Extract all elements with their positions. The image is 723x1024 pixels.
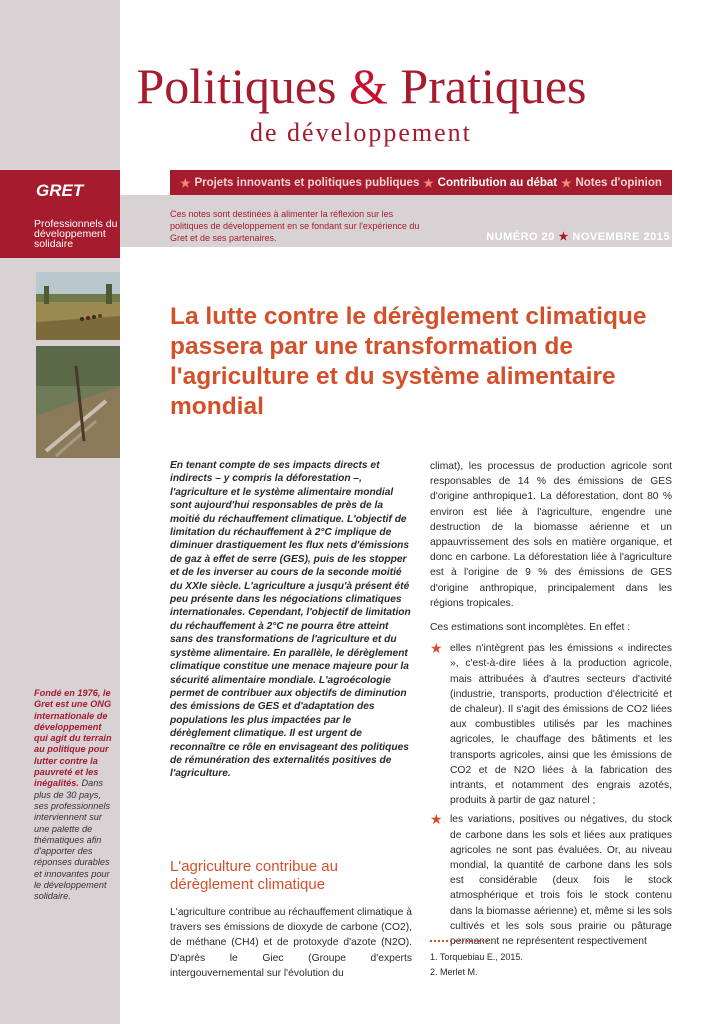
gret-description-detail: Dans plus de 30 pays, ses professionnels interviennent sur une palette de thématiques afin d'apporter des réponses durables et innovantes pour le développement solidaire. [34, 778, 111, 902]
gret-description-intro: Fondé en 1976, le Gret est une ONG internationale de développement qui agit du terrain au politique pour lutter contre la pauvreté et les inégalités. [34, 688, 112, 789]
issue-number: NUMÉRO 20 [486, 231, 555, 243]
title-ampersand: & [349, 58, 388, 114]
right-column [430, 459, 672, 953]
list-item-text: elles n'intègrent pas les émissions « indirectes », c'est-à-dire liées à la production agricole, mais attribuées à d'autres secteurs d'activité (industrie, transports, production d'électricité et de chaleur). Il s'agit des émissions de CO2 liées aux combustibles utilisés par les machines agricoles, le chauffage des bâtiments et les transports agricoles, ainsi que les émissions de CO2 et de N2O liées à la fabrication des intrants, et notamment des engrais azotés, produits à partir de gaz naturel ; [450, 643, 672, 807]
body-left-column: L'agriculture contribue au réchauffement climatique à travers ses émissions de dioxyde de carbone (CO2), de méthane (CH4) et de protoxyde d'azote (N2O). D'après le Giec (Groupe d'experts intergouvernemental sur l'évolution du [170, 907, 412, 979]
star-icon: ★ [423, 177, 434, 190]
star-icon: ★ [558, 231, 569, 243]
body-paragraph: climat), les processus de production agricole sont responsables de 14 % des émissions de GES d'origine anthropique1. La déforestation, dont 80 % environ est liée à l'agriculture, engendre une destruction de la biomasse aérienne et un appauvrissement des sols en matière organique, et donc en carbone. La déforestation liée à l'agriculture est à l'origine de 9 % des émissions de GES d'origine anthropique, principalement dans les régions tropicales. [430, 461, 672, 609]
footnotes [430, 950, 672, 980]
issue-info [486, 230, 670, 243]
gret-logo-text: GRET [36, 181, 84, 200]
series-item-projets: Projets innovants et politiques publiques [194, 176, 420, 189]
star-icon: ★ [561, 177, 572, 190]
series-nav [170, 170, 672, 195]
issue-date: NOVEMBRE 2015 [572, 231, 670, 243]
gret-logo-mark [36, 180, 108, 200]
gret-logo [36, 180, 108, 200]
article-headline: La lutte contre le dérèglement climatique passera par une transformation de l'agriculture et du système alimentaire mondial [170, 303, 647, 420]
landscape-photo [36, 272, 120, 340]
gret-description [34, 688, 116, 903]
footnote: 2. Merlet M. [430, 967, 478, 977]
list-item-text: les variations, positives ou négatives, du stock de carbone dans les sols et liées aux pratiques agricoles ne sont pas évaluées. Or, au niveau mondial, la quantité de carbone dans les sols est considérable (deux fois le stock atmosphérique et trois fois le stock contenu dans la biomasse aérienne) et, même si les sols cultivés et les sols sous prairie ou pâturage permanent ne représentent respectivement [450, 814, 672, 948]
star-icon: ★ [180, 177, 191, 190]
list-item [430, 641, 672, 808]
deforestation-photo [36, 346, 120, 458]
body-paragraph: Ces estimations sont incomplètes. En effet : [430, 622, 631, 634]
bullet-list [430, 641, 672, 949]
publication-title [0, 60, 723, 112]
footnote: 1. Torquebiau E., 2015. [430, 952, 523, 962]
series-item-notes: Notes d'opinion [575, 176, 662, 189]
series-item-contribution: Contribution au débat [437, 176, 558, 189]
title-part1: Politiques [136, 58, 350, 114]
title-part2: Pratiques [387, 58, 587, 114]
star-bullet-icon: ★ [430, 811, 443, 828]
intro-note: Ces notes sont destinées à alimenter la réflexion sur les politiques de développement en se fondant sur l'expérience du Gret et de ses partenaires. [170, 209, 420, 243]
gret-tagline: Professionnels du développement solidaire [34, 218, 118, 250]
article-abstract: En tenant compte de ses impacts directs et indirects – y compris la déforestation –, l'agriculture et le système alimentaire mondial sont aujourd'hui responsables de près de la moitié du réchauffement climatique. L'objectif de limitation du réchauffement à 2°C implique de diminuer drastiquement les flux nets d'émissions de gaz à effet de serre (GES), puis de les stopper et de les inverser au cours de la seconde moitié du XXIe siècle. L'agriculture a jusqu'à présent été peu présente dans les négociations climatiques internationales. Cependant, l'objectif de limitation du réchauffement à 2°C ne pourra être atteint sans des transformations de l'agriculture et du système alimentaire. En parallèle, le dérèglement climatique constitue une menace majeure pour la sécurité alimentaire mondiale. L'agroécologie permet de contribuer aux objectifs de diminution des émissions de GES et d'adaptation des populations les plus impactées par le dérèglement climatique. Il est urgent de reconnaître ce rôle en envisageant des politiques de rémunération des externalités positives de l'agriculture. [170, 460, 411, 780]
section-title: L'agriculture contribue au dérèglement climatique [170, 858, 338, 893]
list-item [430, 812, 672, 949]
star-bullet-icon: ★ [430, 640, 443, 657]
publication-subtitle: de développement [250, 118, 472, 147]
footnote-divider [430, 940, 488, 942]
